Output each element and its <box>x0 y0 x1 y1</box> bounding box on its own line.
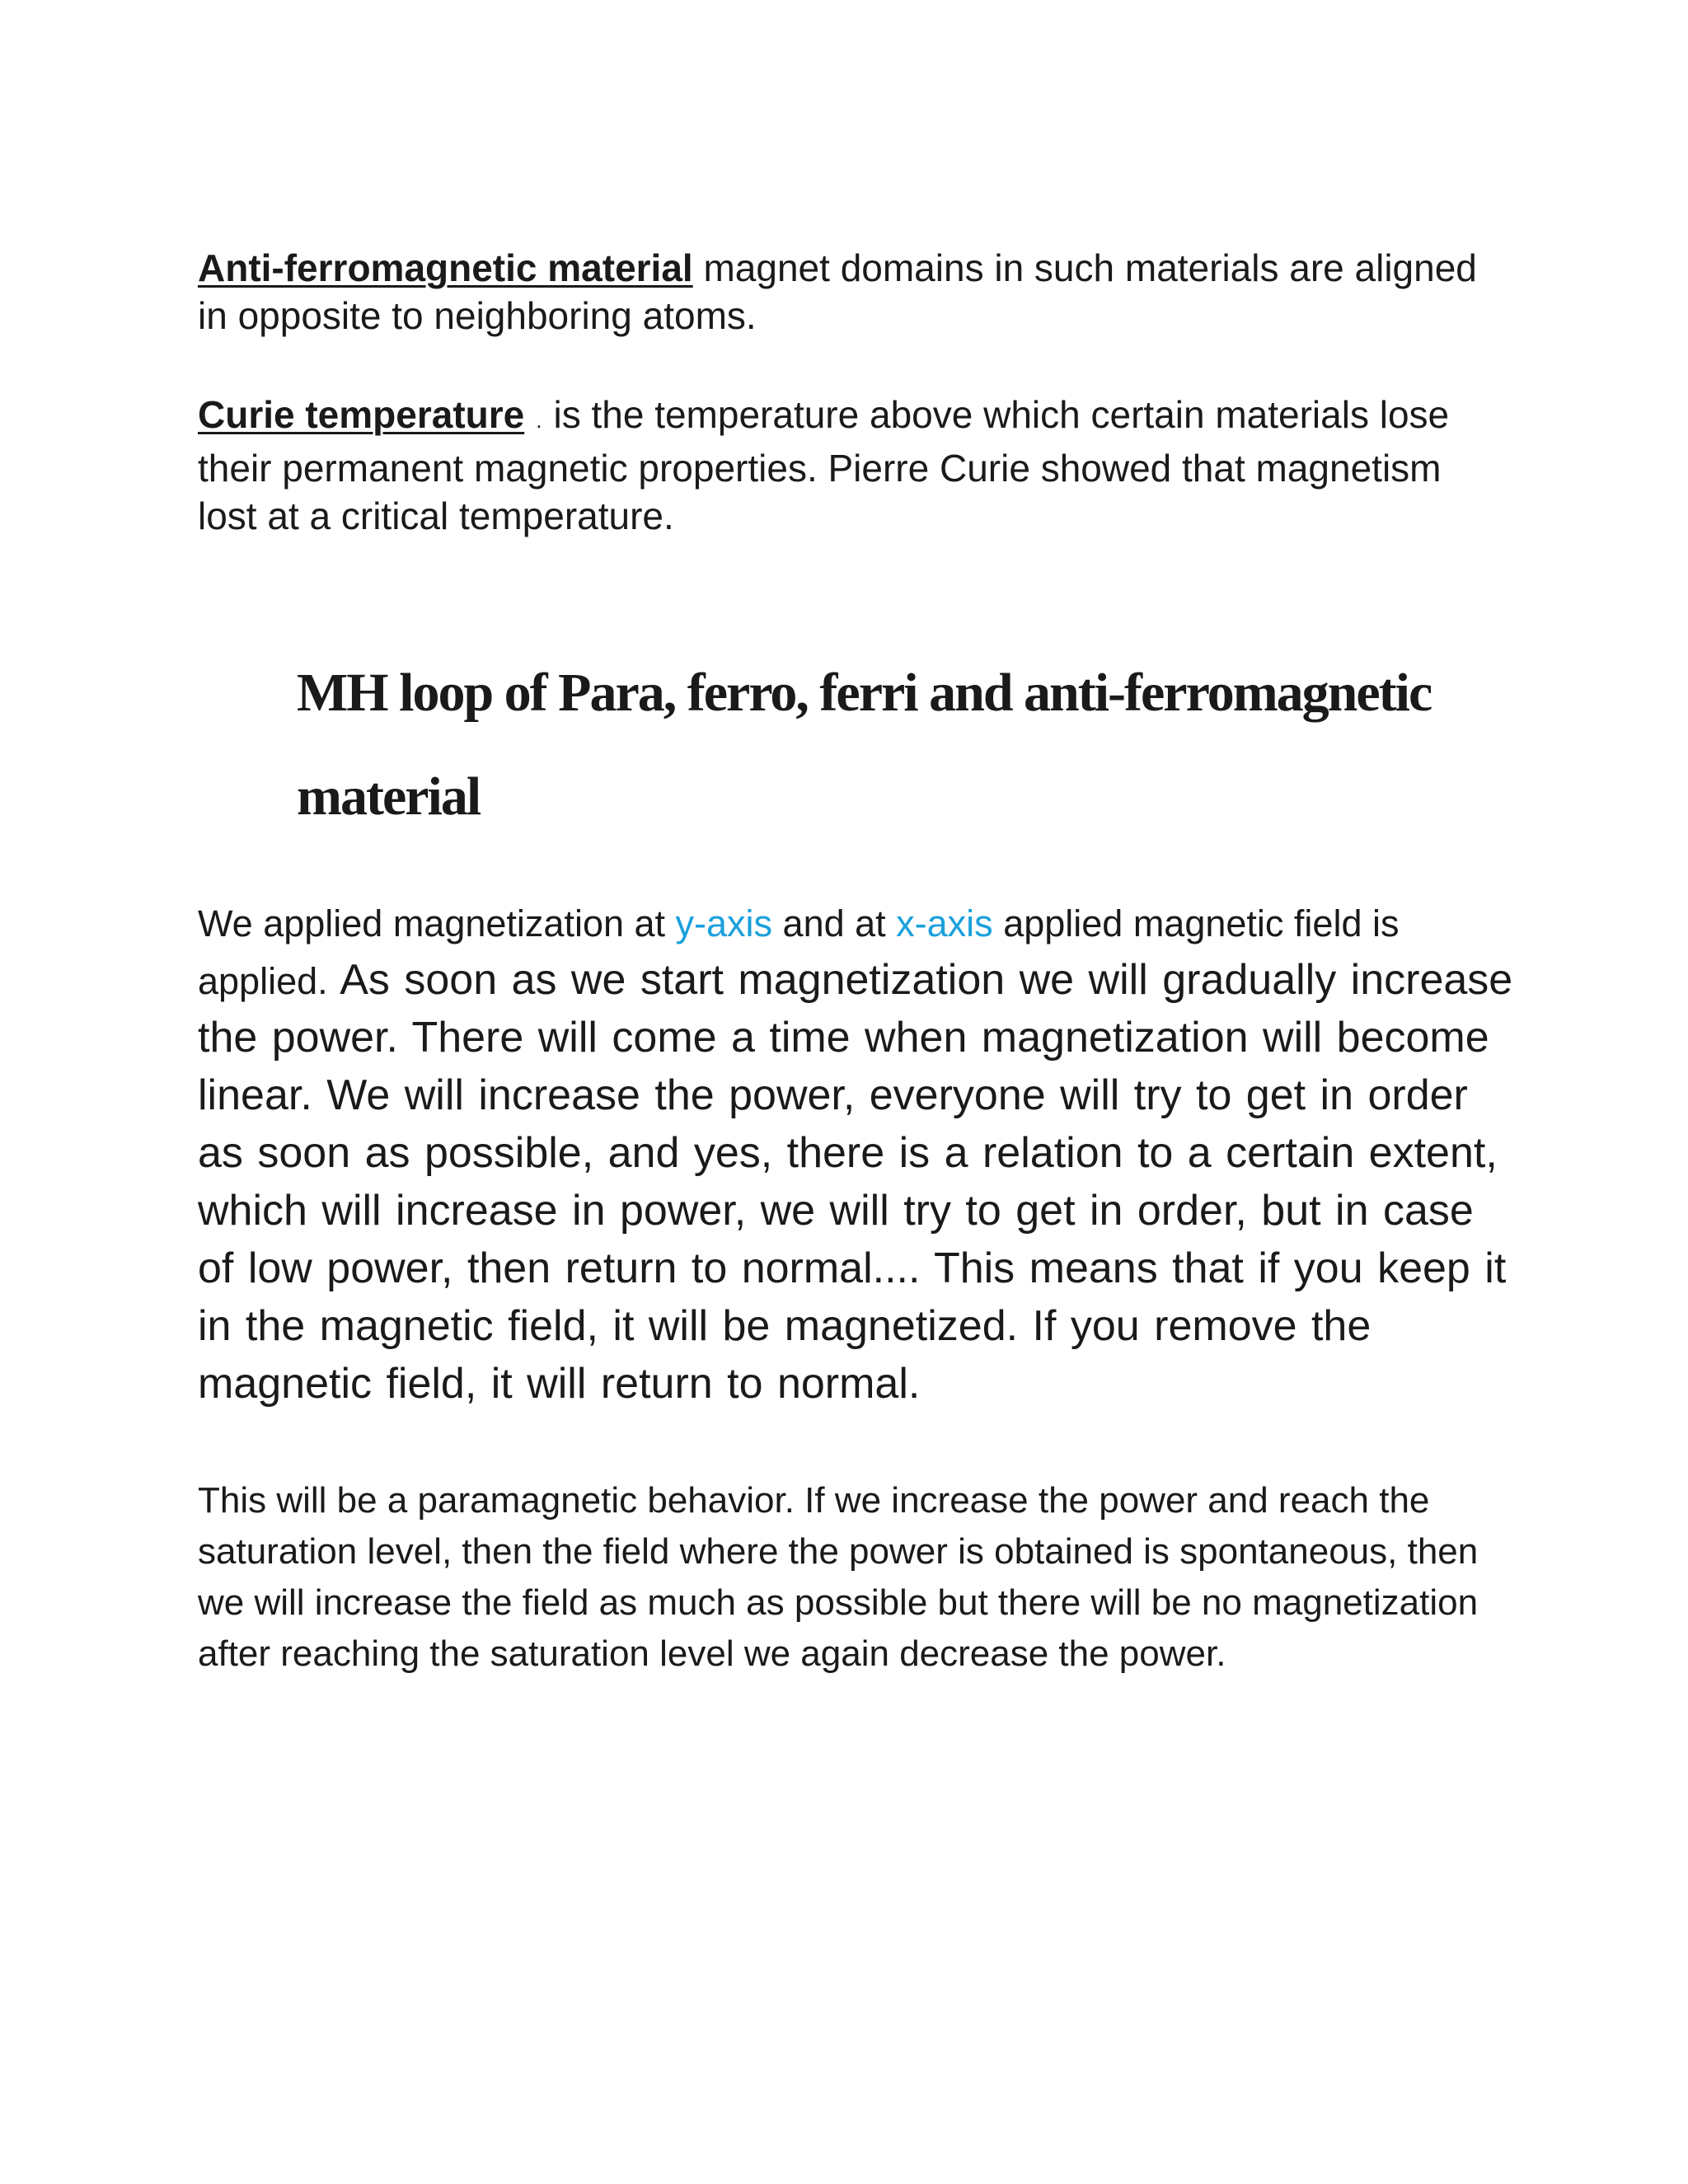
curie-dot: . <box>536 408 542 433</box>
anti-ferromagnetic-definition <box>198 244 1500 340</box>
curie-temperature-definition <box>198 391 1500 540</box>
curie-temperature-term: Curie temperature <box>198 393 525 436</box>
body-part-1: We applied magnetization at <box>198 902 676 944</box>
mh-loop-explanation <box>198 897 1517 1413</box>
section-heading: MH loop of Para, ferro, ferri and anti-ferromagnetic material <box>297 663 1432 827</box>
curie-temperature-text: is the temperature above which certain materials lose their permanent magnetic properties. Pierre Curie showed that magnetism lost at a critical temperature. <box>198 393 1450 537</box>
x-axis-term: x-axis <box>896 902 993 944</box>
body-part-3: applied magnetic field is applied. <box>198 902 1400 1002</box>
y-axis-term: y-axis <box>675 902 773 944</box>
paramagnetic-behavior-paragraph: This will be a paramagnetic behavior. If we increase the power and reach the saturation level, then the field where the power is obtained is spontaneous, then we will increase the field as much as possible but there will be no magnetization after reaching the saturation level we again decrease the power. <box>198 1480 1479 1674</box>
body-part-2: and at <box>772 902 897 944</box>
anti-ferromagnetic-text: magnet domains in such materials are aligned in opposite to neighboring atoms. <box>198 246 1477 337</box>
body-part-4: As soon as we start magnetization we will gradually increase the power. There will come a time when magnetization will become linear. We will increase the power, everyone will try to get in order as soon as possible, and yes, there is a relation to a certain extent, which will increase in power, we will try to get in order, but in case of low power, then return to normal.... This means that if you keep it in the magnetic field, it will be magnetized. If you remove the magnetic field, it will return to normal. <box>198 956 1513 1408</box>
anti-ferromagnetic-term: Anti-ferromagnetic material <box>198 246 693 289</box>
